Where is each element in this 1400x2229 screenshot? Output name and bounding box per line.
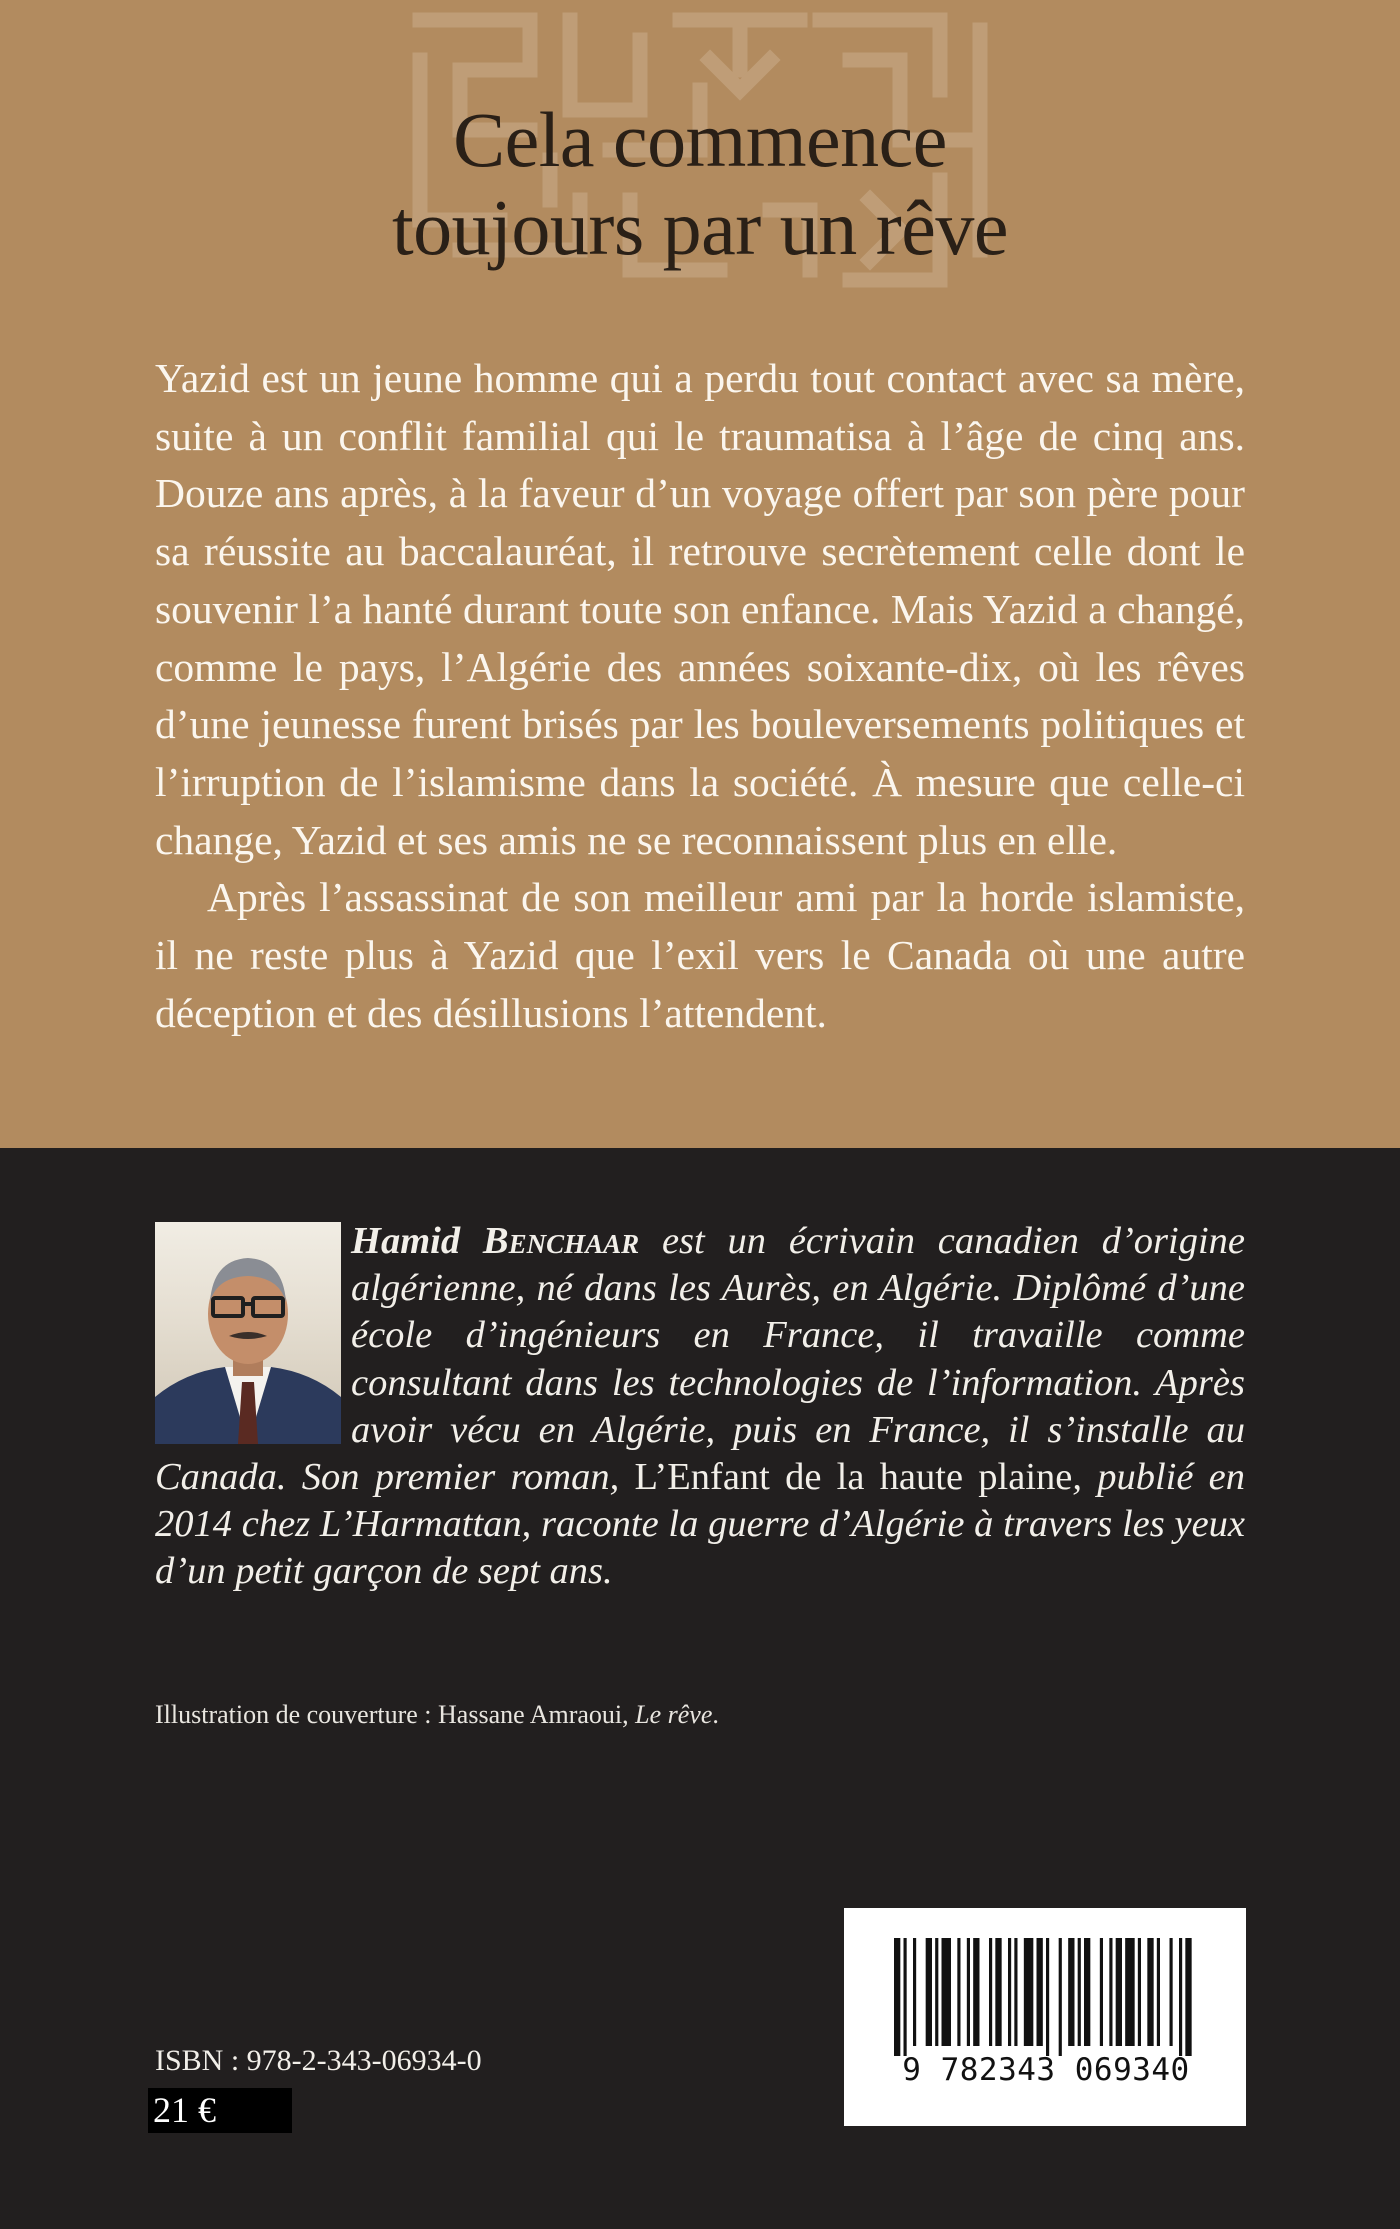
cover-illustration-credit: Illustration de couverture : Hassane Amraoui, Le rêve. <box>155 1700 719 1729</box>
credit-work-title: Le rêve <box>635 1700 713 1729</box>
barcode-bar <box>1157 1938 1160 2046</box>
credit-label: Illustration de couverture : Hassane Amraoui, <box>155 1700 629 1729</box>
barcode-bar <box>1068 1938 1074 2046</box>
barcode-bar <box>1100 1938 1103 2046</box>
barcode <box>844 1908 1246 2126</box>
barcode-bar <box>1116 1938 1122 2046</box>
barcode-bar <box>973 1938 979 2046</box>
book-title <box>0 96 1400 272</box>
bio-text-part-2: , publié en 2014 chez L’Harmattan, raconte la guerre d’Algérie à travers les yeux d’un petit garçon de sept ans. <box>155 1456 1246 1593</box>
barcode-bar <box>1014 1938 1017 2046</box>
barcode-bar <box>1059 1938 1062 2056</box>
barcode-bar <box>1046 1938 1049 2056</box>
barcode-bar <box>1147 1938 1153 2046</box>
barcode-bar <box>1084 1938 1090 2046</box>
barcode-bar <box>926 1938 932 2046</box>
author-last-name: Benchaar <box>482 1220 640 1262</box>
synopsis-paragraph-2: Après l’assassinat de son meilleur ami par la horde islamiste, il ne reste plus à Yazid que l’exil vers le Canada où une autre déception et des désillusions l’attendent. <box>155 874 1245 1036</box>
author-bio-block <box>155 1218 1245 1596</box>
barcode-bar <box>967 1938 970 2046</box>
barcode-bar <box>957 1938 960 2046</box>
title-line-2: toujours par un rêve <box>392 184 1008 271</box>
barcode-digits: 9 782343 069340 <box>902 2052 1190 2088</box>
barcode-bar <box>1125 1938 1135 2046</box>
barcode-bar <box>1024 1938 1033 2046</box>
author-bio <box>155 1218 1245 1596</box>
barcode-bar <box>1179 1938 1182 2056</box>
bio-book-title: L’Enfant de la haute plaine <box>634 1456 1073 1499</box>
barcode-bar <box>989 1938 992 2046</box>
barcode-bar <box>995 1938 1001 2046</box>
synopsis-paragraph-1: Yazid est un jeune homme qui a perdu tout contact avec sa mère, suite à un conflit familial qui le traumatisa à l’âge de cinq ans. Douze ans après, à la faveur d’un voyage offert par son père pour sa réussite au baccalauréat, il retrouve secrètement celle dont le souvenir l’a hanté durant toute son enfance. Mais Yazid a changé, comme le pays, l’Algérie des années soixante-dix, où les rêves d’une jeunesse furent brisés par les bouleversements politiques et l’irruption de l’islamisme dans la société. À mesure que celle-ci change, Yazid et ses amis ne se reconnaissent plus en elle. <box>155 355 1245 863</box>
barcode-bar <box>904 1938 907 2056</box>
barcode-bar <box>1138 1938 1141 2046</box>
barcode-bars <box>894 1938 1198 2056</box>
barcode-bar <box>1037 1938 1043 2046</box>
barcode-bar <box>894 1938 900 2056</box>
barcode-bar <box>942 1938 952 2046</box>
bio-text-part-1: est un écrivain canadien d’origine algérienne, né dans les Aurès, en Algérie. Diplômé d’une école d’ingénieurs en France, il travaille comme consultant dans les technologies de l’information. Après avoir vécu en Algérie, puis en France, il s’installe au Canada. Son premier roman, <box>155 1220 1245 1499</box>
synopsis <box>155 350 1245 1042</box>
barcode-bar <box>935 1938 938 2046</box>
barcode-bar <box>1109 1938 1112 2046</box>
isbn: ISBN : 978-2-343-06934-0 <box>155 2044 482 2077</box>
author-first-name: Hamid <box>351 1220 461 1262</box>
title-line-1: Cela commence <box>453 96 947 183</box>
barcode-bar <box>1170 1938 1173 2046</box>
barcode-bar <box>1078 1938 1081 2046</box>
price: 21 € <box>148 2088 292 2133</box>
barcode-bar <box>913 1938 916 2046</box>
barcode-bar <box>1185 1938 1191 2056</box>
barcode-bar <box>1008 1938 1011 2046</box>
